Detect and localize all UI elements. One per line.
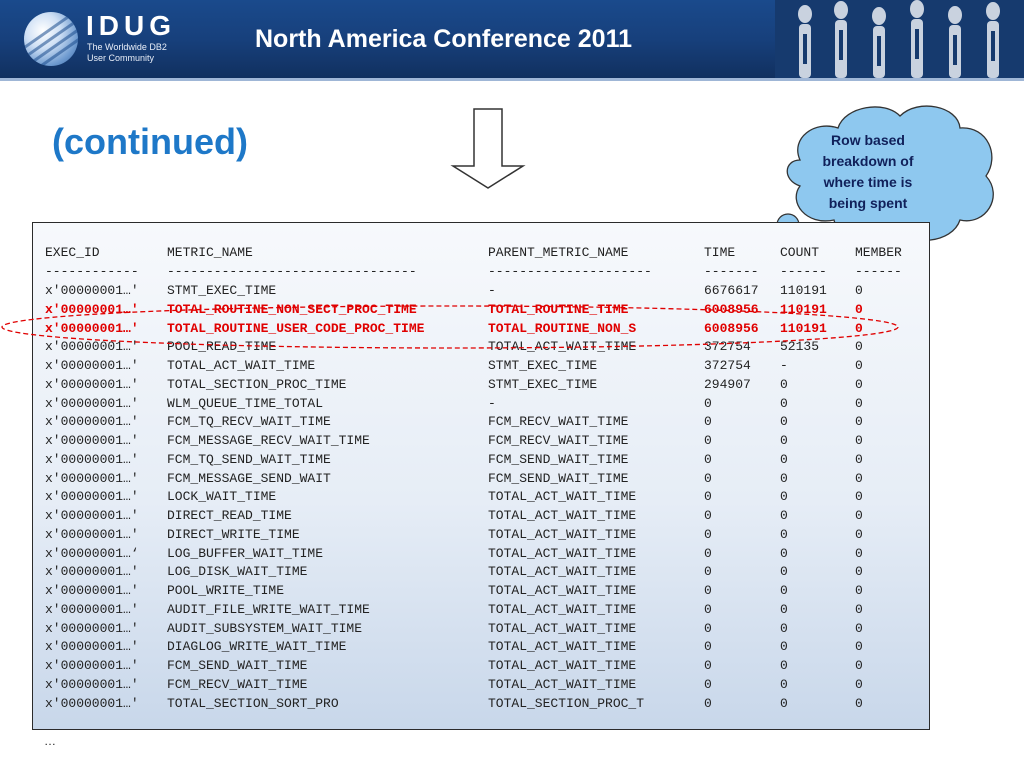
metric-name-cell: TOTAL_ROUTINE_USER_CODE_PROC_TIME <box>167 320 425 336</box>
count-cell: 0 <box>780 376 788 392</box>
parent-metric-cell: TOTAL_ACT_WAIT_TIME <box>488 658 637 673</box>
time-cell: 372754 <box>704 358 751 373</box>
exec-id-cell: x'00000001…' <box>45 676 139 692</box>
parent-metric-cell: TOTAL_ACT_WAIT_TIME <box>488 639 637 655</box>
parent-metric-cell: FCM_RECV_WAIT_TIME <box>488 433 629 448</box>
conference-title: North America Conference 2011 <box>255 25 633 53</box>
exec-id-cell: x'00000001…' <box>45 414 139 430</box>
time-cell: 0 <box>704 564 712 580</box>
time-cell: 0 <box>704 395 712 411</box>
separator: --------------------- <box>488 264 652 279</box>
metric-name-cell: FCM_MESSAGE_RECV_WAIT_TIME <box>167 433 370 448</box>
metric-name-cell: POOL_READ_TIME <box>167 339 277 355</box>
column-header: MEMBER <box>855 245 902 260</box>
time-cell: 294907 <box>704 376 751 392</box>
count-cell: 0 <box>780 470 788 486</box>
exec-id-cell: x'00000001…' <box>45 601 139 617</box>
count-cell: 0 <box>780 414 788 430</box>
count-cell: 0 <box>780 526 788 542</box>
count-cell: 0 <box>780 489 788 505</box>
column-header: TIME <box>704 245 736 260</box>
count-cell: 0 <box>780 451 788 467</box>
count-cell: - <box>780 358 788 373</box>
logo-brand: IDUG <box>86 10 176 41</box>
member-cell: 0 <box>855 414 863 430</box>
exec-id-cell: x'00000001…' <box>45 283 139 298</box>
parent-metric-cell: STMT_EXEC_TIME <box>488 376 598 392</box>
exec-id-cell: x'00000001…' <box>45 583 139 598</box>
exec-id-cell: x'00000001…' <box>45 395 139 411</box>
count-cell: 52135 <box>780 339 820 355</box>
member-cell: 0 <box>855 676 863 692</box>
time-cell: 0 <box>704 676 712 692</box>
parent-metric-cell: TOTAL_ROUTINE_NON_S <box>488 320 637 336</box>
time-cell: 6008956 <box>704 320 759 336</box>
exec-id-cell: x'00000001…' <box>45 564 139 580</box>
table-separator-row <box>45 264 902 282</box>
column-header: PARENT_METRIC_NAME <box>488 245 629 260</box>
exec-id-cell: x'00000001…' <box>45 695 139 711</box>
time-cell: 0 <box>704 583 712 598</box>
exec-id-cell: x'00000001…' <box>45 639 139 655</box>
parent-metric-cell: STMT_EXEC_TIME <box>488 358 598 373</box>
count-cell: 0 <box>780 639 788 655</box>
down-arrow-icon <box>450 108 526 190</box>
count-cell: 0 <box>780 695 788 711</box>
time-cell: 6008956 <box>704 301 759 317</box>
metric-name-cell: TOTAL_SECTION_PROC_TIME <box>167 376 347 392</box>
time-cell: 0 <box>704 414 712 430</box>
time-cell: 372754 <box>704 339 751 355</box>
time-cell: 0 <box>704 433 712 448</box>
exec-id-cell: x'00000001…' <box>45 320 139 336</box>
time-cell: 0 <box>704 526 712 542</box>
member-cell: 0 <box>855 339 863 355</box>
parent-metric-cell: TOTAL_ACT_WAIT_TIME <box>488 620 637 636</box>
table-header-row <box>45 245 902 263</box>
member-cell: 0 <box>855 470 863 486</box>
metric-name-cell: POOL_WRITE_TIME <box>167 583 285 598</box>
exec-id-cell: x'00000001…' <box>45 508 139 523</box>
logo-tagline: The Worldwide DB2 User Community <box>87 42 167 63</box>
metric-name-cell: TOTAL_ACT_WAIT_TIME <box>167 358 316 373</box>
parent-metric-cell: TOTAL_ACT_WAIT_TIME <box>488 564 637 580</box>
parent-metric-cell: TOTAL_ACT_WAIT_TIME <box>488 545 637 561</box>
query-output-panel <box>32 222 930 730</box>
exec-id-cell: x'00000001…' <box>45 358 139 373</box>
exec-id-cell: x'00000001…' <box>45 470 139 486</box>
time-cell: 0 <box>704 620 712 636</box>
metric-name-cell: STMT_EXEC_TIME <box>167 283 277 298</box>
metric-name-cell: DIRECT_WRITE_TIME <box>167 526 300 542</box>
member-cell: 0 <box>855 620 863 636</box>
idug-globe-icon <box>24 12 78 66</box>
parent-metric-cell: TOTAL_ACT_WAIT_TIME <box>488 339 637 355</box>
parent-metric-cell: TOTAL_ACT_WAIT_TIME <box>488 508 637 523</box>
separator: ------------ <box>45 264 139 279</box>
member-cell: 0 <box>855 358 863 373</box>
time-cell: 0 <box>704 470 712 486</box>
member-cell: 0 <box>855 283 863 298</box>
metric-name-cell: FCM_TQ_RECV_WAIT_TIME <box>167 414 331 430</box>
separator: ------ <box>855 264 902 279</box>
metric-name-cell: LOG_BUFFER_WAIT_TIME <box>167 545 324 561</box>
exec-id-cell: x'00000001…' <box>45 658 139 673</box>
separator: ------ <box>780 264 827 279</box>
member-cell: 0 <box>855 489 863 505</box>
metric-name-cell: AUDIT_FILE_WRITE_WAIT_TIME <box>167 601 370 617</box>
parent-metric-cell: FCM_SEND_WAIT_TIME <box>488 451 629 467</box>
member-cell: 0 <box>855 658 863 673</box>
column-header: COUNT <box>780 245 820 260</box>
time-cell: 0 <box>704 489 712 505</box>
parent-metric-cell: - <box>488 395 496 411</box>
metric-name-cell: FCM_SEND_WAIT_TIME <box>167 658 308 673</box>
time-cell: 0 <box>704 451 712 467</box>
separator: ------- <box>704 264 759 279</box>
exec-id-cell: x'00000001…' <box>45 301 139 317</box>
parent-metric-cell: FCM_SEND_WAIT_TIME <box>488 470 629 486</box>
count-cell: 0 <box>780 620 788 636</box>
parent-metric-cell: TOTAL_ACT_WAIT_TIME <box>488 601 637 617</box>
highlight-ellipse <box>0 301 904 355</box>
time-cell: 0 <box>704 545 712 561</box>
parent-metric-cell: TOTAL_ACT_WAIT_TIME <box>488 526 637 542</box>
count-cell: 0 <box>780 658 788 673</box>
exec-id-cell: x'00000001…' <box>45 526 139 542</box>
parent-metric-cell: TOTAL_ACT_WAIT_TIME <box>488 583 637 598</box>
count-cell: 110191 <box>780 320 827 336</box>
exec-id-cell: x'00000001…' <box>45 451 139 467</box>
member-cell: 0 <box>855 545 863 561</box>
member-cell: 0 <box>855 583 863 598</box>
time-cell: 0 <box>704 639 712 655</box>
metric-name-cell: LOCK_WAIT_TIME <box>167 489 277 505</box>
count-cell: 0 <box>780 433 788 448</box>
member-cell: 0 <box>855 301 863 317</box>
time-cell: 6676617 <box>704 283 759 298</box>
continuation-ellipsis: … <box>44 734 56 748</box>
parent-metric-cell: TOTAL_ACT_WAIT_TIME <box>488 489 637 505</box>
exec-id-cell: x'00000001…' <box>45 489 139 505</box>
parent-metric-cell: - <box>488 283 496 298</box>
metric-name-cell: FCM_TQ_SEND_WAIT_TIME <box>167 451 331 467</box>
member-cell: 0 <box>855 451 863 467</box>
metric-name-cell: TOTAL_ROUTINE_NON_SECT_PROC_TIME <box>167 301 417 317</box>
metric-name-cell: DIAGLOG_WRITE_WAIT_TIME <box>167 639 347 655</box>
count-cell: 0 <box>780 676 788 692</box>
member-cell: 0 <box>855 376 863 392</box>
member-cell: 0 <box>855 526 863 542</box>
time-cell: 0 <box>704 508 712 523</box>
member-cell: 0 <box>855 695 863 711</box>
member-cell: 0 <box>855 320 863 336</box>
count-cell: 0 <box>780 564 788 580</box>
column-header: EXEC_ID <box>45 245 100 260</box>
metric-name-cell: FCM_RECV_WAIT_TIME <box>167 676 308 692</box>
member-cell: 0 <box>855 601 863 617</box>
time-cell: 0 <box>704 658 712 673</box>
column-header: METRIC_NAME <box>167 245 253 260</box>
count-cell: 110191 <box>780 301 827 317</box>
crowd-photo-icon <box>775 0 1024 78</box>
count-cell: 0 <box>780 508 788 523</box>
count-cell: 110191 <box>780 283 827 298</box>
count-cell: 0 <box>780 545 788 561</box>
count-cell: 0 <box>780 583 788 598</box>
metric-name-cell: WLM_QUEUE_TIME_TOTAL <box>167 395 324 411</box>
count-cell: 0 <box>780 395 788 411</box>
member-cell: 0 <box>855 433 863 448</box>
member-cell: 0 <box>855 508 863 523</box>
member-cell: 0 <box>855 639 863 655</box>
exec-id-cell: x'00000001…‘ <box>45 545 139 561</box>
time-cell: 0 <box>704 601 712 617</box>
parent-metric-cell: TOTAL_ROUTINE_TIME <box>488 301 629 317</box>
slide-title: (continued) <box>52 121 248 162</box>
exec-id-cell: x'00000001…' <box>45 620 139 636</box>
parent-metric-cell: FCM_RECV_WAIT_TIME <box>488 414 629 430</box>
metric-name-cell: DIRECT_READ_TIME <box>167 508 292 523</box>
member-cell: 0 <box>855 395 863 411</box>
metric-name-cell: FCM_MESSAGE_SEND_WAIT <box>167 470 331 486</box>
metric-name-cell: AUDIT_SUBSYSTEM_WAIT_TIME <box>167 620 363 636</box>
member-cell: 0 <box>855 564 863 580</box>
banner-divider <box>0 78 1024 81</box>
time-cell: 0 <box>704 695 712 711</box>
parent-metric-cell: TOTAL_SECTION_PROC_T <box>488 695 645 711</box>
callout-text: Row based breakdown of where time is being spent <box>822 132 914 211</box>
exec-id-cell: x'00000001…' <box>45 433 139 448</box>
metric-name-cell: LOG_DISK_WAIT_TIME <box>167 564 308 580</box>
separator: -------------------------------- <box>167 264 417 279</box>
exec-id-cell: x'00000001…' <box>45 339 139 355</box>
header-banner <box>0 0 1024 78</box>
exec-id-cell: x'00000001…' <box>45 376 139 392</box>
count-cell: 0 <box>780 601 788 617</box>
metric-name-cell: TOTAL_SECTION_SORT_PRO <box>167 695 339 711</box>
parent-metric-cell: TOTAL_ACT_WAIT_TIME <box>488 676 637 692</box>
